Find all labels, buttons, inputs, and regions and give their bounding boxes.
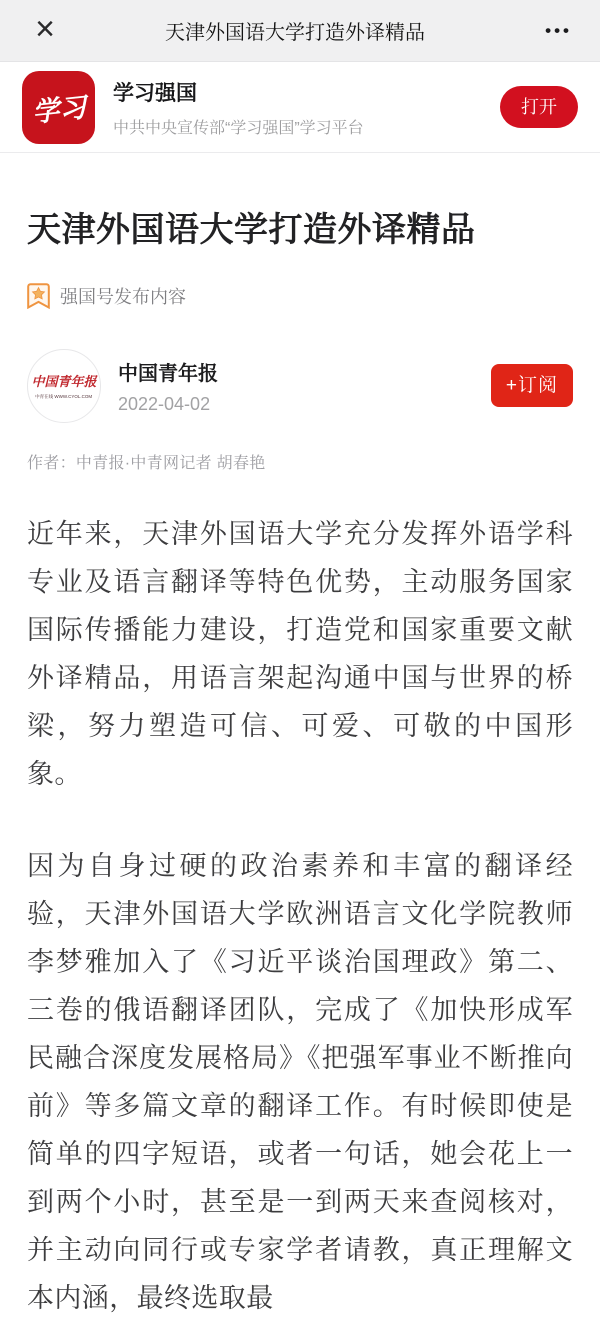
article-title: 天津外国语大学打造外译精品 <box>27 211 476 249</box>
author-line: 作者：中青报·中青网记者 胡春艳 <box>27 454 266 472</box>
xuexi-app-logo-icon <box>22 71 95 144</box>
publisher-name: 中国青年报 <box>118 362 218 385</box>
article-paragraph: 因为自身过硬的政治素养和丰富的翻译经验，天津外国语大学欧洲语言文化学院教师李梦雅加入了《习近平谈治国理政》第二、三卷的俄语翻译团队，完成了《加快形成军民融合深度发展格局》《把强军事业不断推向前》等多篇文章的翻译工作。有时候即使是简单的四字短语，或者一句话，她会花上一到两个小时，甚至是一到两天来查阅核对，并主动向同行或专家学者请教，真正理解文本内涵，最终选取最 <box>27 850 573 1313</box>
app-banner-text <box>113 77 488 138</box>
open-app-button[interactable]: 打开 <box>500 86 578 128</box>
page-title: 天津外国语大学打造外译精品 <box>165 22 425 44</box>
publisher-meta <box>118 357 491 415</box>
app-logo-text: 学习 <box>30 91 88 129</box>
article-paragraph: 近年来，天津外国语大学充分发挥外语学科专业及语言翻译等特色优势，主动服务国家国际传播能力建设，打造党和国家重要文献外译精品，用语言架起沟通中国与世界的桥梁，努力塑造可信、可爱、可敬的中国形象。 <box>27 518 573 789</box>
publish-date: 2022-04-02 <box>118 393 211 414</box>
more-menu-icon[interactable]: ••• <box>545 20 572 40</box>
app-name: 学习强国 <box>113 81 197 105</box>
publisher-row <box>27 349 573 423</box>
article-page <box>0 153 600 1322</box>
app-description: 中共中央宣传部“学习强国”学习平台 <box>113 119 364 137</box>
publisher-logo-text: 中国青年报 <box>31 375 97 391</box>
close-icon[interactable]: × <box>35 9 55 48</box>
bookmark-star-icon <box>27 283 50 309</box>
publisher-logo-subtext: 中青在线 WWW.CYOL.COM <box>35 394 93 401</box>
badge-label: 强国号发布内容 <box>60 286 186 307</box>
subscribe-button[interactable]: +订阅 <box>491 364 573 407</box>
app-banner <box>0 62 600 153</box>
qiangguohao-badge <box>27 283 573 309</box>
webview-titlebar <box>0 0 600 62</box>
article-body <box>27 510 573 1322</box>
publisher-avatar[interactable] <box>27 349 101 423</box>
